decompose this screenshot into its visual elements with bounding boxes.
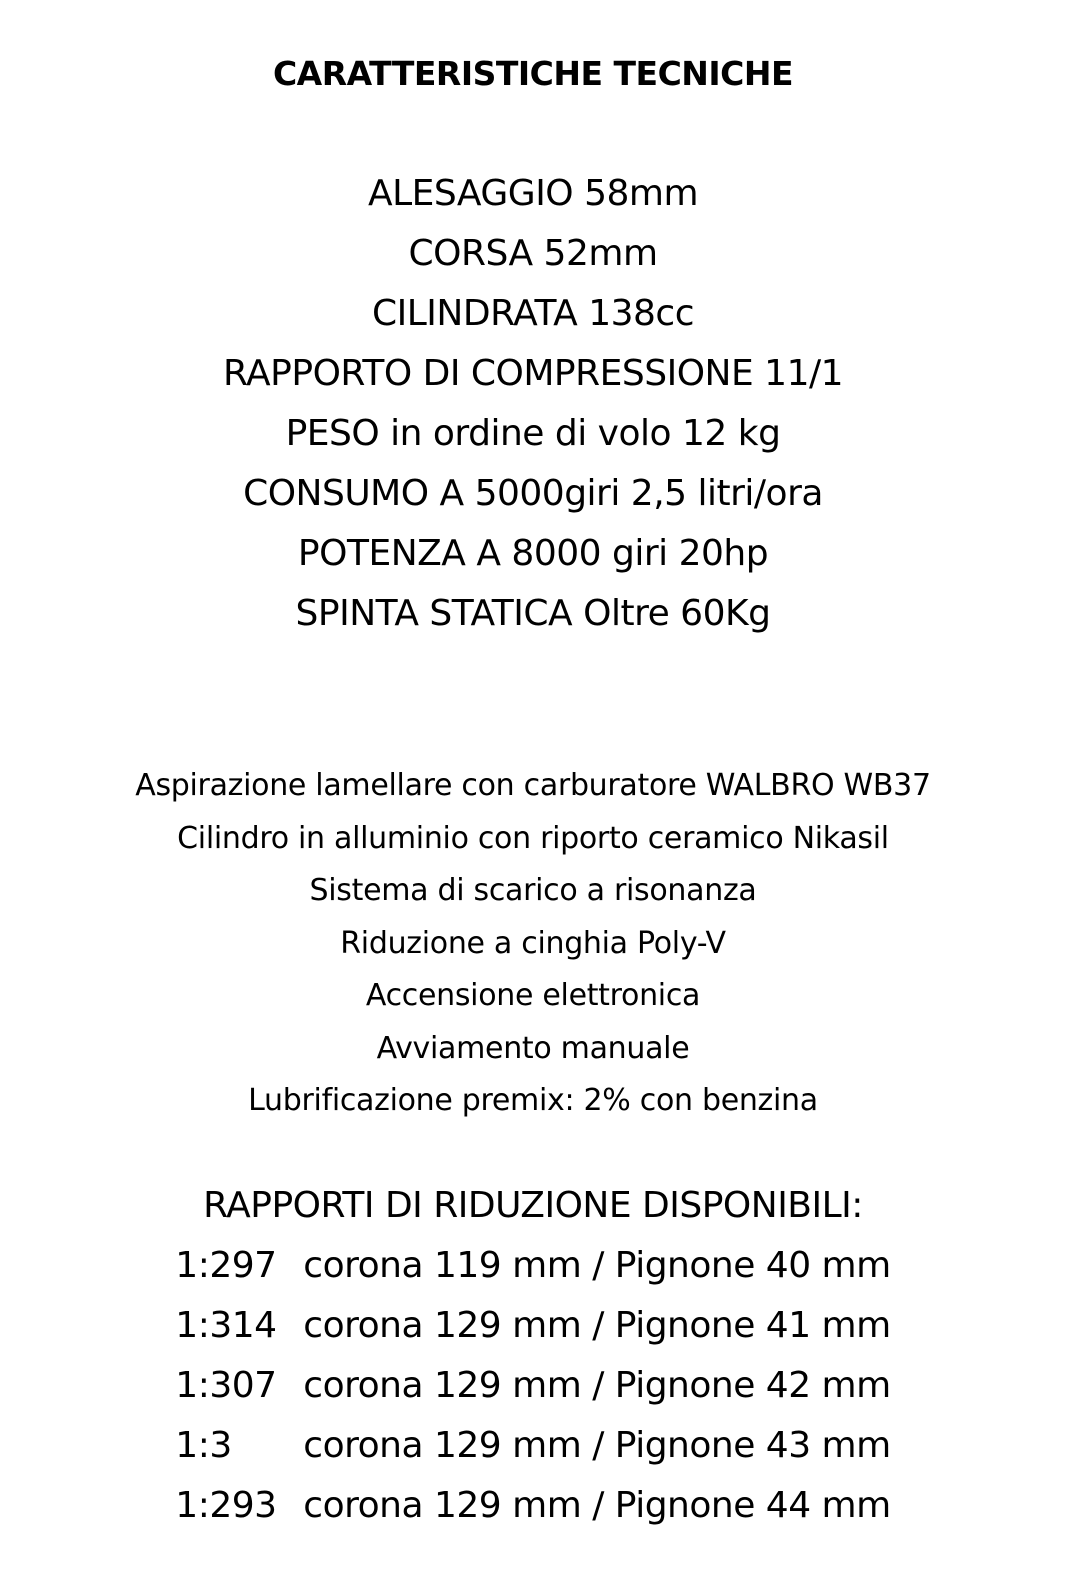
feature-item-intake: Aspirazione lamellare con carburatore WALBRO WB37	[135, 768, 931, 803]
ratio-description: corona 119 mm / Pignone 40 mm	[303, 1245, 891, 1286]
feature-item-ignition: Accensione elettronica	[365, 978, 701, 1013]
spec-item-power: POTENZA A 8000 giri 20hp	[297, 533, 769, 574]
ratio-row	[0, 1356, 1066, 1416]
spec-item-consumption: CONSUMO A 5000giri 2,5 litri/ora	[243, 473, 823, 514]
ratio-value: 1:307	[175, 1365, 277, 1406]
spec-item-bore: ALESAGGIO 58mm	[367, 173, 699, 214]
ratio-row	[0, 1296, 1066, 1356]
ratio-description: corona 129 mm / Pignone 44 mm	[303, 1485, 891, 1526]
ratio-description: corona 129 mm / Pignone 43 mm	[303, 1425, 891, 1466]
spec-item-stroke: CORSA 52mm	[408, 233, 658, 274]
features-list	[0, 760, 1066, 1128]
ratio-value: 1:293	[175, 1485, 277, 1526]
ratio-row	[0, 1476, 1066, 1536]
spec-item-displacement: CILINDRATA 138cc	[371, 293, 695, 334]
feature-item-lubrication: Lubrificazione premix: 2% con benzina	[248, 1083, 818, 1118]
ratios-list	[0, 1236, 1066, 1536]
feature-item-exhaust: Sistema di scarico a risonanza	[309, 873, 757, 908]
ratio-value: 1:314	[175, 1305, 277, 1346]
feature-item-reduction: Riduzione a cinghia Poly-V	[340, 925, 726, 961]
spec-item-weight: PESO in ordine di volo 12 kg	[285, 413, 781, 454]
ratio-description: corona 129 mm / Pignone 41 mm	[303, 1305, 891, 1346]
feature-item-starter: Avviamento manuale	[376, 1030, 690, 1066]
ratio-description: corona 129 mm / Pignone 42 mm	[303, 1365, 891, 1406]
ratio-row	[0, 1236, 1066, 1296]
feature-item-cylinder: Cilindro in alluminio con riporto ceramico Nikasil	[177, 820, 889, 856]
spec-item-compression-ratio: RAPPORTO DI COMPRESSIONE 11/1	[223, 353, 843, 394]
specs-list	[0, 164, 1066, 644]
ratio-row	[0, 1416, 1066, 1476]
ratio-value: 1:297	[175, 1245, 277, 1286]
spec-item-static-thrust: SPINTA STATICA Oltre 60Kg	[295, 593, 771, 634]
document-title: CARATTERISTICHE TECNICHE	[272, 54, 794, 93]
ratio-value: 1:3	[175, 1425, 232, 1466]
ratios-heading: RAPPORTI DI RIDUZIONE DISPONIBILI:	[203, 1185, 863, 1226]
